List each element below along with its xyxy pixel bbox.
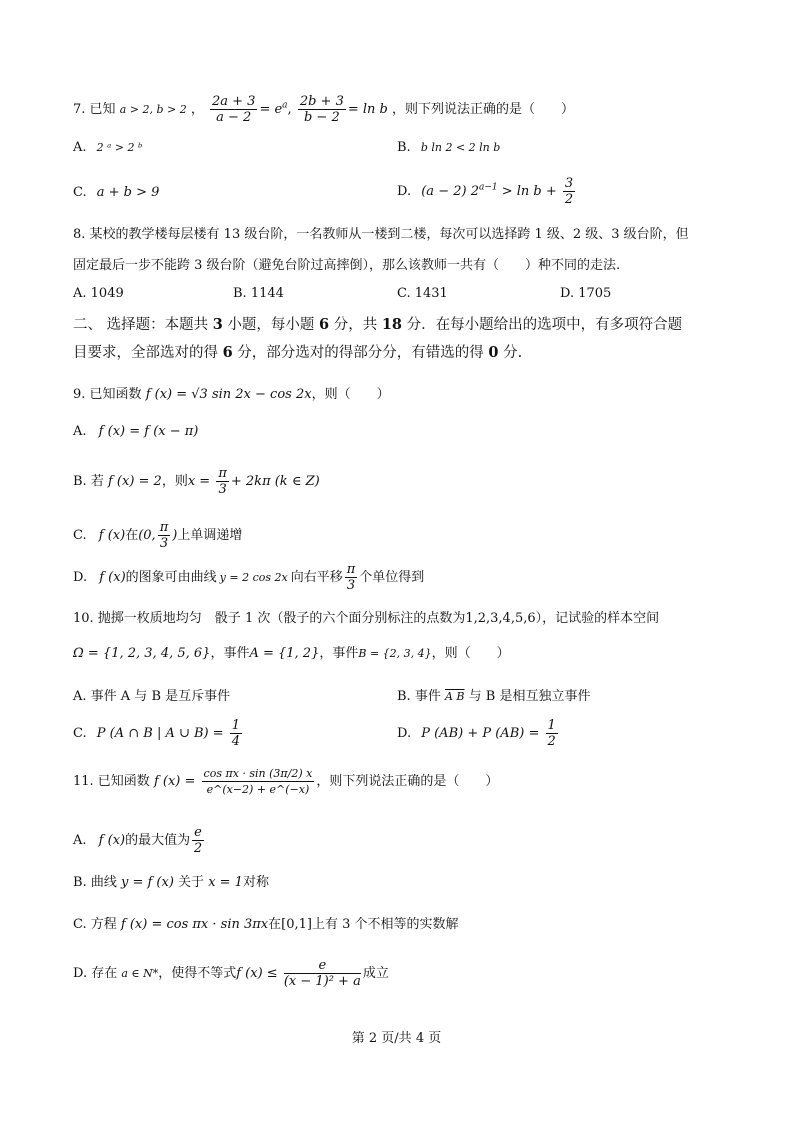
q10-option-d-denominator: 2	[547, 734, 556, 749]
q7-eq2-numerator: 2b + 3	[299, 94, 344, 109]
q9-option-d-fraction	[345, 562, 358, 593]
section2-text2-a: 目要求，全部选对的得	[73, 345, 223, 361]
q9-option-b-denominator: 3	[218, 482, 227, 497]
q9-option-c-suffix: 上单调递增	[177, 528, 243, 543]
section2-count-questions: 3	[212, 316, 223, 333]
section2-text2-e: 分.	[498, 345, 523, 361]
q11-option-a-numerator: e	[194, 825, 202, 840]
q11-option-d-numerator: e	[284, 958, 361, 974]
q10-option-b	[397, 685, 590, 704]
q10-option-b-event: A B	[444, 690, 465, 703]
q10-option-b-suffix: 与 B 是相互独立事件	[468, 689, 591, 704]
q11-option-d-lhs: f (x) ≤	[236, 966, 278, 981]
q11-option-a-fraction	[192, 825, 204, 856]
q8-option-b: B. 1144	[233, 286, 284, 301]
q9-option-a-label: A.	[73, 424, 87, 439]
q9-option-d-numerator: π	[346, 562, 356, 577]
section2-heading-line2	[73, 342, 522, 364]
q10-option-c-expression: P (A ∩ B | A ∪ B) =	[96, 726, 224, 741]
q11-option-c-interval: [0,1]	[281, 917, 312, 932]
q11-option-a	[73, 825, 206, 856]
q10-option-d	[397, 718, 560, 749]
q7-option-b-label: B.	[397, 140, 411, 155]
q7-stem-prefix: 7. 已知	[73, 102, 116, 117]
q10-event-a: A = {1, 2}	[249, 646, 320, 661]
q8-stem-line2: 固定最后一步不能跨 3 级台阶（避免台阶过高摔倒），那么该教师一共有（ ）种不同的走法.	[73, 258, 621, 273]
q9-option-b-label: B. 若	[73, 474, 104, 489]
q7-eq1-rhs-exponent: a	[282, 100, 288, 111]
q9-option-c-interval-start: (0,	[138, 528, 156, 543]
q11-stem-prefix: 11. 已知函数	[73, 774, 150, 789]
q7-eq2-fraction	[298, 94, 346, 125]
q11-option-c-suffix: 上有 3 个不相等的实数解	[311, 917, 459, 932]
q7-option-b-text: b ln 2 < 2 ln b	[420, 141, 501, 154]
q11-function-denominator: e^(x−2) + e^(−x)	[206, 783, 310, 796]
q8-option-c: C. 1431	[397, 286, 448, 301]
q8-option-a: A. 1049	[73, 286, 124, 301]
q11-option-c-label: C. 方程	[73, 917, 117, 932]
q7-option-d-fraction	[563, 176, 575, 207]
q11-function-numerator: cos πx · sin (3π/2) x	[203, 767, 313, 780]
q7-eq2-rhs: = ln b	[347, 102, 388, 117]
q10-option-b-prefix: B. 事件	[397, 689, 441, 704]
q11-option-d-fraction	[284, 958, 361, 989]
q9-option-a-text: f (x) = f (x − π)	[98, 424, 199, 439]
q10-option-c-fraction	[230, 718, 242, 749]
q9-option-c	[73, 520, 242, 551]
q11-option-b-about: 关于	[178, 875, 205, 890]
q11-option-b-label: B. 曲线	[73, 875, 117, 890]
q9-option-c-in: 在	[125, 528, 139, 543]
q11-option-b-curve: y = f (x)	[120, 875, 174, 890]
q7-option-d-numerator: 3	[564, 176, 574, 191]
q7-eq1-rhs: = e	[259, 102, 283, 117]
q10-option-c-numerator: 1	[231, 718, 241, 733]
q7-option-c	[73, 185, 159, 200]
q10-option-d-expression: P (AB) + P (AB) =	[421, 726, 540, 741]
q10-stem-suffix: ，则（ ）	[431, 646, 510, 661]
q9-stem-suffix: ，则（ ）	[311, 387, 390, 402]
q11-option-b	[73, 871, 269, 890]
q9-function: f (x) = √3 sin 2x − cos 2x	[145, 387, 312, 402]
q10-option-c-label: C.	[73, 726, 87, 741]
q11-option-d-a-set: a ∈ N*	[121, 967, 159, 980]
q8-stem-line1: 8. 某校的教学楼每层楼有 13 级台阶，一名教师从一楼到二楼，每次可以选择跨 1 级、2 级、3 级台阶，但	[73, 227, 689, 242]
q9-stem-prefix: 9. 已知函数	[73, 387, 142, 402]
q7-stem-suffix: ，则下列说法正确的是（ ）	[392, 102, 575, 117]
q10-option-d-label: D.	[397, 726, 412, 741]
q9-option-b	[73, 466, 320, 497]
q9-option-c-label: C.	[73, 528, 87, 543]
q7-stem: 7. 已知 a > 2, b > 2 ， $\frac{2a + 3}{a - 2}$ = $e^a$, $\frac{2b + 3}{b - 2}$ = ln b ，则下列说法正确的是（ ）	[73, 94, 575, 125]
q11-option-a-label: A.	[73, 833, 87, 848]
q10-option-a: A. 事件 A 与 B 是互斥事件	[73, 689, 231, 704]
q7-option-d-denominator: 2	[564, 192, 574, 207]
q11-option-c-equation: f (x) = cos πx · sin 3πx	[120, 917, 269, 932]
q11-option-a-function: f (x)	[98, 833, 126, 848]
q9-option-c-denominator: 3	[159, 536, 169, 551]
section2-text-e: 分，共	[329, 317, 382, 333]
q7-eq2-denominator: b − 2	[303, 110, 340, 125]
q7-option-b	[397, 140, 500, 155]
section2-points-wrong: 0	[488, 344, 499, 361]
q7-option-d	[397, 176, 577, 207]
q11-stem-suffix: ，则下列说法正确的是（ ）	[316, 774, 499, 789]
q7-option-d-base: (a − 2) 2	[421, 184, 479, 199]
section2-points-total: 18	[381, 316, 403, 333]
q8-option-d: D. 1705	[560, 286, 612, 301]
q7-option-c-label: C.	[73, 185, 87, 200]
q11-function-lhs: f (x) =	[153, 774, 196, 789]
q11-stem	[73, 766, 498, 797]
q11-option-a-denominator: 2	[193, 841, 203, 856]
q10-stem-line2	[73, 642, 510, 661]
section2-text2-c: 分，部分选对的得部分分，有错选的得	[232, 345, 489, 361]
section2-points-full: 6	[222, 344, 233, 361]
page-footer: 第 2 页/共 4 页	[351, 1031, 442, 1046]
q10-option-d-fraction	[546, 718, 558, 749]
q11-option-d	[73, 958, 389, 989]
q11-option-b-axis: x = 1	[208, 875, 243, 890]
q9-option-a	[73, 424, 198, 439]
section2-text-a: 二、 选择题：本题共	[73, 317, 213, 333]
q11-option-d-denominator: (x − 1)² + a	[283, 974, 361, 989]
q9-option-d-function: f (x)	[99, 570, 126, 585]
q9-option-b-then: ，则	[161, 474, 188, 489]
q7-option-a-text: 2 ᵃ > 2 ᵇ	[96, 141, 143, 154]
q11-option-d-suffix: 成立	[362, 966, 389, 981]
q11-option-d-text: ，使得不等式	[158, 966, 237, 981]
q9-option-d-text: 的图象可由曲线	[125, 570, 217, 585]
q9-option-d-curve: y = 2 cos 2x	[219, 571, 288, 584]
q7-option-a-label: A.	[73, 140, 87, 155]
q7-option-d-middle: > ln b +	[497, 184, 557, 199]
q10-option-c-denominator: 4	[231, 734, 241, 749]
q7-eq1-fraction	[210, 94, 257, 125]
q11-function-fraction	[202, 766, 315, 797]
section2-text-c: 小题，每小题	[222, 317, 320, 333]
q10-stem-line1: 10. 抛掷一枚质地均匀 骰子 1 次（骰子的六个面分别标注的点数为1,2,3,4,5,6），记试验的样本空间	[73, 611, 660, 626]
q11-option-b-suffix: 对称	[242, 875, 269, 890]
q9-option-c-fraction	[158, 520, 171, 551]
q9-option-b-condition: f (x) = 2	[107, 474, 162, 489]
q9-option-c-numerator: π	[159, 520, 169, 535]
q9-option-d-label: D.	[73, 570, 88, 585]
section2-text-g: 分．在每小题给出的选项中，有多项符合题	[402, 317, 683, 333]
q7-option-d-label: D.	[397, 184, 412, 199]
q10-option-d-numerator: 1	[547, 718, 556, 733]
q7-eq1-numerator: 2a + 3	[212, 94, 256, 109]
q10-event-b: B = {2, 3, 4}	[358, 647, 432, 660]
q9-option-b-numerator: π	[218, 466, 227, 481]
q11-option-d-label: D. 存在	[73, 966, 118, 981]
section2-heading-line1	[73, 314, 682, 336]
q7-option-d-exponent: a−1	[478, 182, 498, 193]
q10-event-b-prefix: ，事件	[319, 646, 359, 661]
q9-option-c-function: f (x)	[98, 528, 126, 543]
q10-option-c	[73, 718, 244, 749]
q11-option-c-in: 在	[268, 917, 282, 932]
q9-stem	[73, 383, 390, 402]
section2-points-each: 6	[319, 316, 330, 333]
q7-eq1-denominator: a − 2	[216, 110, 252, 125]
q9-option-d-suffix: 个单位得到	[359, 570, 425, 585]
q9-option-d	[73, 562, 424, 593]
q9-option-d-shift: 向右平移	[290, 570, 343, 585]
q9-option-d-denominator: 3	[346, 578, 356, 593]
q9-option-c-interval-end: )	[172, 528, 178, 543]
q11-option-a-text: 的最大值为	[125, 833, 191, 848]
q10-event-a-prefix: ，事件	[210, 646, 250, 661]
q9-option-b-x: x =	[187, 474, 211, 489]
q7-option-c-text: a + b > 9	[96, 185, 160, 200]
q9-option-b-fraction	[216, 466, 229, 497]
q7-condition: a > 2, b > 2	[119, 103, 187, 116]
q9-option-b-rest: + 2kπ (k ∈ Z)	[230, 474, 320, 489]
q10-sample-space: Ω = {1, 2, 3, 4, 5, 6}	[73, 646, 211, 661]
q7-option-a	[73, 140, 142, 155]
q11-option-c	[73, 913, 459, 932]
